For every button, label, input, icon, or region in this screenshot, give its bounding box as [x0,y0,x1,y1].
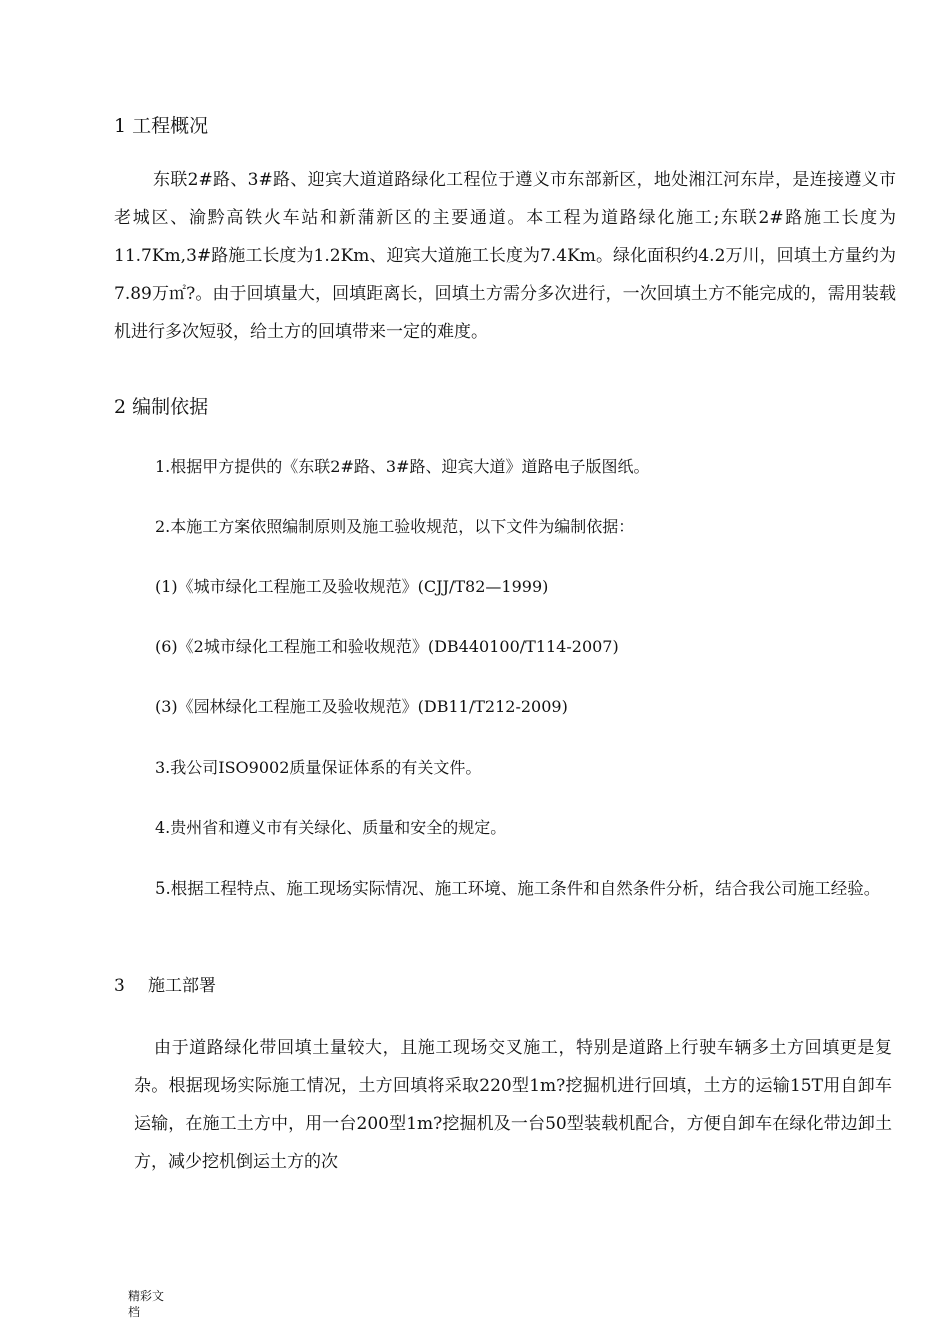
basis-item-1: 1.根据甲方提供的《东联2#路、3#路、迎宾大道》道路电子版图纸。 [155,457,650,476]
basis-item-4: 4.贵州省和遵义市有关绿化、质量和安全的规定。 [155,818,507,837]
section-3-heading [114,975,216,997]
basis-item-3: 3.我公司ISO9002质量保证体系的有关文件。 [155,758,482,777]
section-1-paragraph: 东联2#路、3#路、迎宾大道道路绿化工程位于遵义市东部新区，地处湘江河东岸，是连接遵义市老城区、渝黔高铁火车站和新蒲新区的主要通道。本工程为道路绿化施工;东联2#路施工长度为11.7Km,3#路施工长度为1.2Km、迎宾大道施工长度为7.4Km。绿化面积约4.2万川，回填土方量约为7.89万㎡?。由于回填量大，回填距离长，回填土方需分多次进行，一次回填土方不能完成的，需用装载机进行多次短驳，给土方的回填带来一定的难度。 [114,170,896,342]
section-2-heading: 2 编制依据 [114,396,209,418]
basis-item-2: 2.本施工方案依照编制原则及施工验收规范，以下文件为编制依据： [155,517,635,536]
basis-sub-item-3: (3)《园林绿化工程施工及验收规范》(DB11/T212-2009) [155,697,568,716]
page-footer: 精彩文档 [128,1289,165,1319]
section-3-title: 施工部署 [148,976,216,996]
section-3-number: 3 [114,976,125,996]
basis-sub-item-1: (1)《城市绿化工程施工及验收规范》(CJJ/T82—1999) [155,577,549,596]
section-1-heading: 1 工程概况 [114,115,209,137]
basis-item-5: 5.根据工程特点、施工现场实际情况、施工环境、施工条件和自然条件分析，结合我公司施工经验。 [155,879,881,898]
section-3-paragraph: 由于道路绿化带回填土量较大，且施工现场交叉施工，特别是道路上行驶车辆多土方回填更是复杂。根据现场实际施工情况，土方回填将采取220型1m?挖掘机进行回填，土方的运输15T用自卸车运输，在施工土方中，用一台200型1m?挖掘机及一台50型装载机配合，方便自卸车在绿化带边卸土方，减少挖机倒运土方的次 [134,1038,892,1172]
basis-sub-item-2: (6)《2城市绿化工程施工和验收规范》(DB440100/T114-2007) [155,637,619,656]
